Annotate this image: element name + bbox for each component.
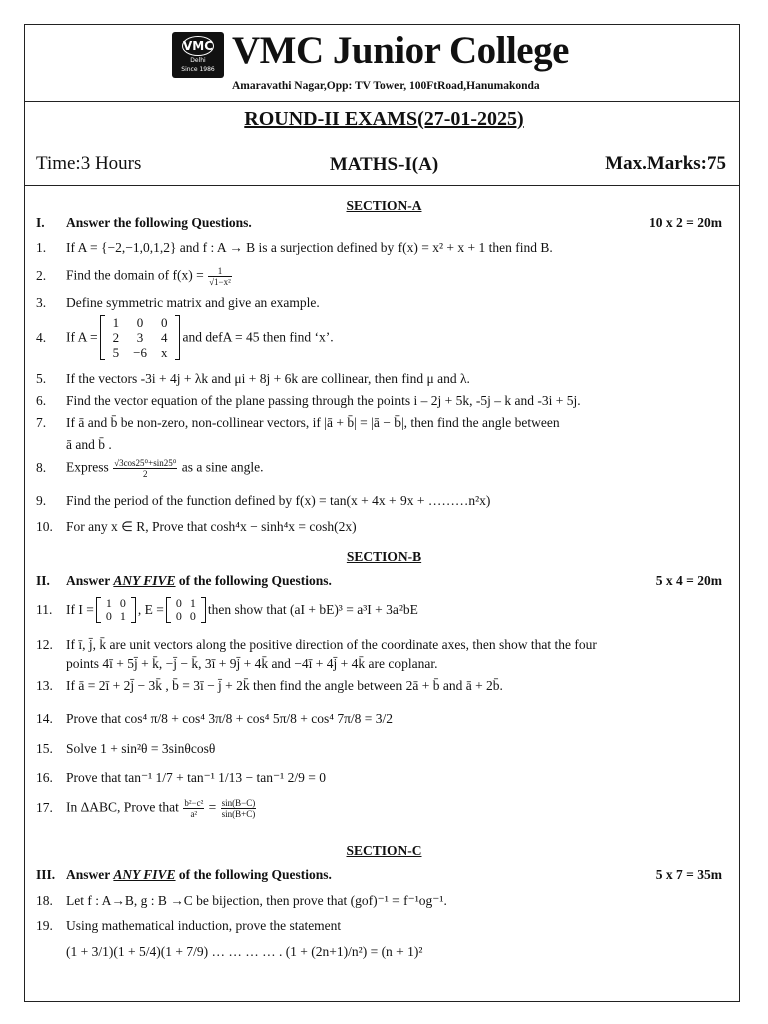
exam-time: Time:3 Hours <box>36 153 142 174</box>
question-14: 14. Prove that cos⁴ π/8 + cos⁴ 3π/8 + cos⁴ 5π/8 + cos⁴ 7π/8 = 3/2 <box>36 711 394 726</box>
matrix-cell: −6 <box>133 345 147 360</box>
section-c-heading: SECTION-C <box>346 843 422 858</box>
matrix-cell: 0 <box>119 596 126 610</box>
question-5: 5. If the vectors -3i + 4j + λk and μi + 8j + 6k are collinear, then find μ and λ. <box>36 371 470 386</box>
question-18: 18. Let f : A→B, g : B →C be bijection, then prove that (gof)⁻¹ = f⁻¹og⁻¹. <box>36 893 447 908</box>
section-b-marks: 5 x 4 = 20m <box>655 573 722 588</box>
matrix-cell: 1 <box>189 596 196 610</box>
college-name: VMC Junior College <box>232 29 569 72</box>
matrix-cell: 1 <box>112 315 120 330</box>
section-b-instruction: II. Answer ANY FIVE of the following Questions. <box>36 573 332 588</box>
matrix-i <box>96 597 136 623</box>
matrix-cell: 2 <box>112 330 120 345</box>
question-19-continued: (1 + 3/1)(1 + 5/4)(1 + 7/9) … … … … . (1 + (2n+1)/n²) = (n + 1)² <box>66 944 423 959</box>
question-17: 17. In ΔABC, Prove that $\frac{\text{b²−c²}}{\text{a²}}$ = $\frac{\sin(B-C)}{\sin(B+C)}$ <box>36 798 256 819</box>
matrix-cell: 1 <box>105 596 112 610</box>
question-7-continued: ā and b̄ . <box>66 437 112 452</box>
matrix-cell: 0 <box>175 609 182 623</box>
matrix-cell: 0 <box>189 609 196 623</box>
question-13: 13. If ā = 2ī + 2j̄ − 3k̄ , b̄ = 3ī − j̄ + 2k̄ then find the angle between 2ā + b̄ and ā + 2b̄. <box>36 678 503 693</box>
fraction: $\frac{\sin(B-C)}{\sin(B+C)}$ <box>221 798 256 819</box>
question-10: 10. For any x ∈ R, Prove that cosh⁴x − sinh⁴x = cosh(2x) <box>36 519 357 534</box>
section-a-heading: SECTION-A <box>346 198 422 213</box>
fraction: $\frac{\text{b²−c²}}{\text{a²}}$ <box>184 798 204 819</box>
matrix-cell: 0 <box>175 596 182 610</box>
section-c-instruction: III. Answer ANY FIVE of the following Questions. <box>36 867 332 882</box>
question-6: 6. Find the vector equation of the plane passing through the points i – 2j + 5k, -5j – k and -3i + 5j. <box>36 393 581 408</box>
matrix-cell: 3 <box>136 330 144 345</box>
question-12-continued: points 4ī + 5j̄ + k̄, −j̄ − k̄, 3ī + 9j̄ + 4k̄ and −4ī + 4j̄ + 4k̄ are coplanar. <box>66 656 438 671</box>
matrix-cell: 0 <box>136 315 144 330</box>
matrix-cell: x <box>160 345 168 360</box>
matrix-a <box>100 315 181 360</box>
fraction: $\frac{\text{√3cos25⁰+sin25⁰}}{2}$ <box>114 458 177 479</box>
matrix-cell: 5 <box>112 345 120 360</box>
question-19: 19. Using mathematical induction, prove the statement <box>36 918 342 933</box>
section-c-marks: 5 x 7 = 35m <box>655 867 722 882</box>
question-15: 15. Solve 1 + sin²θ = 3sinθcosθ <box>36 741 216 756</box>
matrix-cell: 0 <box>160 315 168 330</box>
question-2: 2. Find the domain of f(x) = $\frac{1}{\text{√1−x²}}$ <box>36 266 231 287</box>
college-logo: VMC Delhi Since 1986 <box>172 32 224 78</box>
question-4: 4. If A = 1 0 0 2 3 4 5 −6 x and defA = 45 then find ‘x’. <box>36 315 334 360</box>
question-11: 11. If I = 1 0 0 1 , E = 0 1 0 0 then show that (aI + bE)³ = a³I + 3a²bE <box>36 596 418 623</box>
section-a-instruction: I. Answer the following Questions. <box>36 215 252 230</box>
college-address: Amaravathi Nagar,Opp: TV Tower, 100FtRoad,Hanumakonda <box>232 80 540 92</box>
question-3: 3. Define symmetric matrix and give an example. <box>36 295 320 310</box>
matrix-cell: 0 <box>105 609 112 623</box>
question-12: 12. If ī, j̄, k̄ are unit vectors along the positive direction of the coordinate axes, then show that the four <box>36 637 597 652</box>
question-1: 1. If A = {−2,−1,0,1,2} and f : A → B is a surjection defined by f(x) = x² + x + 1 then find B. <box>36 240 553 255</box>
question-8: 8. Express $\frac{\text{√3cos25⁰+sin25⁰}}{2}$ as a sine angle. <box>36 458 264 479</box>
exam-subject: MATHS-I(A) <box>329 154 439 175</box>
title-divider <box>24 185 740 186</box>
header-divider <box>24 101 740 102</box>
max-marks: Max.Marks:75 <box>605 153 726 174</box>
section-b-heading: SECTION-B <box>346 549 422 564</box>
matrix-cell: 1 <box>119 609 126 623</box>
exam-title: ROUND-II EXAMS(27-01-2025) <box>244 108 524 130</box>
question-9: 9. Find the period of the function defined by f(x) = tan(x + 4x + 9x + ………n²x) <box>36 493 491 508</box>
fraction: $\frac{1}{\text{√1−x²}}$ <box>209 266 231 287</box>
question-16: 16. Prove that tan⁻¹ 1/7 + tan⁻¹ 1/13 − tan⁻¹ 2/9 = 0 <box>36 770 326 785</box>
question-7: 7. If ā and b̄ be non-zero, non-collinear vectors, if |ā + b̄| = |ā − b̄|, then find the angle between <box>36 415 560 430</box>
matrix-cell: 4 <box>160 330 168 345</box>
matrix-e <box>166 597 206 623</box>
section-a-marks: 10 x 2 = 20m <box>649 215 722 230</box>
